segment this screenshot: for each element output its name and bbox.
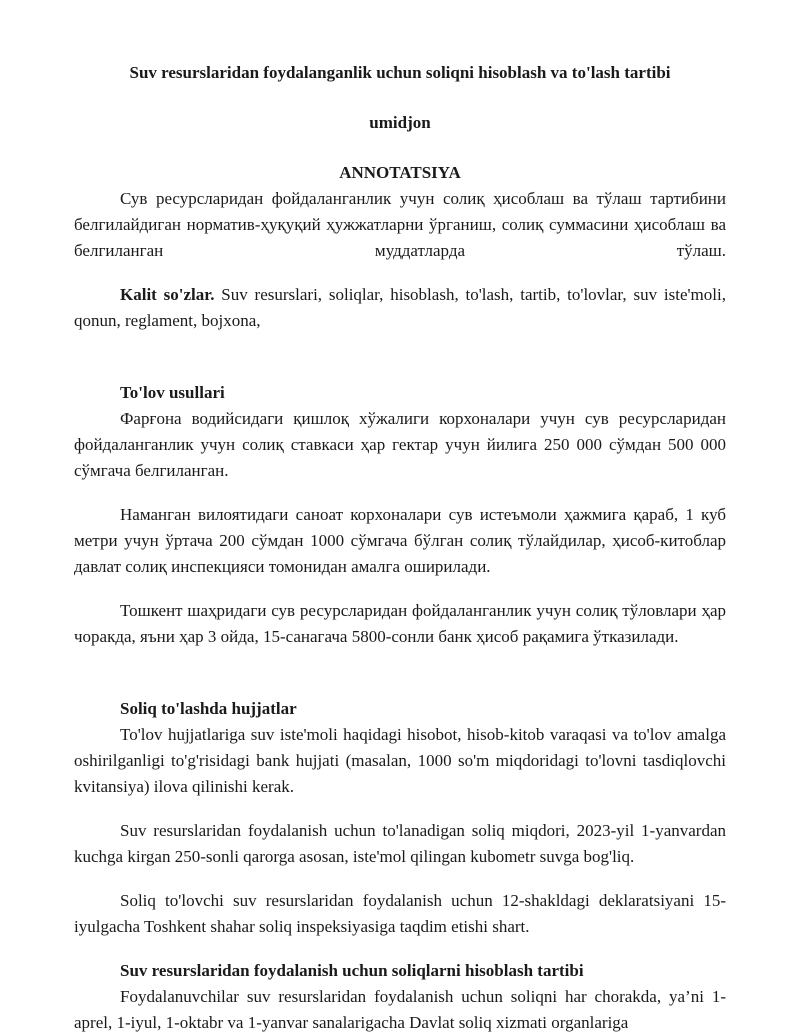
annotation-text: Сув ресурсларидан фойдаланганлик учун солиқ ҳисоблаш ва тўлаш тартибини белгилайдиган норматив-ҳуқуқий ҳужжатларни ўрганиш, солиқ суммасини ҳисоблаш ва белгиланган муддатларда тўлаш. — [74, 189, 726, 260]
annotation-heading: ANNOTATSIYA — [339, 163, 461, 182]
section-heading-calculation-procedure: Suv resurslaridan foydalanish uchun soliqlarni hisoblash tartibi — [120, 961, 584, 980]
section-paragraph: To'lov hujjatlariga suv iste'moli haqidagi hisobot, hisob-kitob varaqasi va to'lov amalga oshirilganligi to'g'risidagi bank hujjati (masalan, 1000 so'm miqdoridagi to'lovni tasdiqlovchi kvitansiya) ilova qilinishi kerak. — [74, 725, 726, 796]
section-paragraph: Foydalanuvchilar suv resurslaridan foydalanish uchun soliqni har chorakda, ya’ni 1-aprel, 1-iyul, 1-oktabr va 1-yanvar sanalarigacha Davlat soliq xizmati organlariga — [74, 987, 726, 1032]
keywords-paragraph — [74, 282, 726, 334]
section-heading-tax-documents: Soliq to'lashda hujjatlar — [120, 699, 297, 718]
section-paragraph: Фарғона водийсидаги қишлоқ хўжалиги корхоналари учун сув ресурсларидан фойдаланганлик учун солиқ ставкаси ҳар гектар учун йилига 250 000 сўмдан 500 000 сўмгача белгиланган. — [74, 409, 726, 480]
section-paragraph: Тошкент шаҳридаги сув ресурсларидан фойдаланганлик учун солиқ тўловлари ҳар чоракда, яъни ҳар 3 ойда, 15-санагача 5800-сонли банк ҳисоб рақамига ўтказилади. — [74, 601, 726, 646]
document-title: Suv resurslaridan foydalanganlik uchun soliqni hisoblash va to'lash tartibi — [129, 63, 671, 82]
keywords-text: Suv resurslari, soliqlar, hisoblash, to'lash, tartib, to'lovlar, suv iste'moli, qonun, reglament, bojxona, — [74, 285, 726, 330]
document-page — [74, 60, 726, 1036]
section-paragraph: Soliq to'lovchi suv resurslaridan foydalanish uchun 12-shakldagi deklaratsiyani 15-iyulgacha Toshkent shahar soliq inspeksiyasiga taqdim etishi shart. — [74, 891, 726, 936]
section-paragraph: Наманган вилоятидаги саноат корхоналари сув истеъмоли ҳажмига қараб, 1 куб метри учун ўртача 200 сўмдан 1000 сўмгача бўлган солиқ тўлайдилар, ҳисоб-китоблар давлат солиқ инспекцияси томонидан амалга оширилади. — [74, 505, 726, 576]
keywords-label: Kalit so'zlar. — [120, 285, 215, 304]
section-paragraph: Suv resurslaridan foydalanish uchun to'lanadigan soliq miqdori, 2023-yil 1-yanvardan kuchga kirgan 250-sonli qarorga asosan, iste'mol qilingan kubometr suvga bog'liq. — [74, 821, 726, 866]
document-author: umidjon — [369, 113, 431, 132]
section-heading-payment-methods: To'lov usullari — [120, 383, 225, 402]
